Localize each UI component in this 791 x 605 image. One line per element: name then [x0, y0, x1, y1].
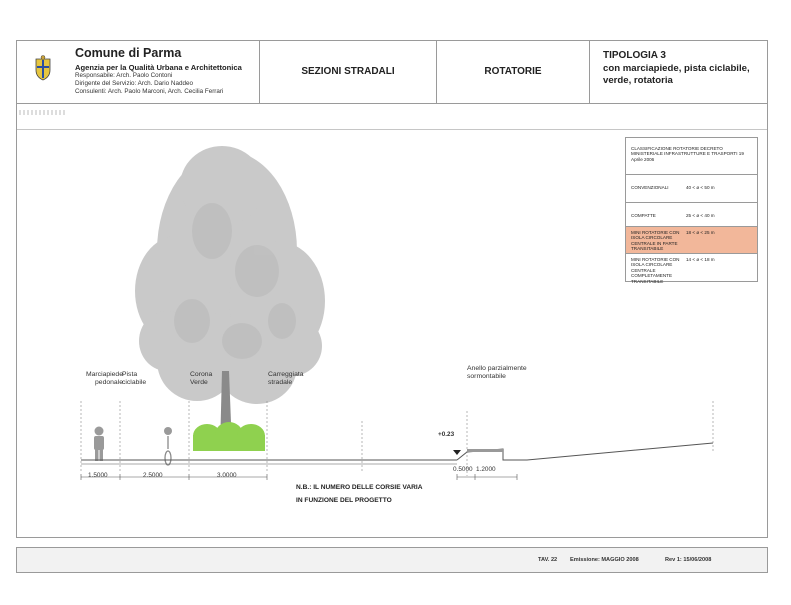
classification-name: CONVENZIONALI [631, 185, 669, 190]
label-pista-ciclabile: Pista ciclabile [122, 371, 147, 386]
hedge-icon [193, 422, 265, 451]
typology-description: con marciapiede, pista ciclabile, verde, rotatoria [603, 63, 750, 86]
footer-emission: Emissione: MAGGIO 2008 [570, 557, 639, 563]
classification-value: 18 < ø < 25 m [686, 230, 715, 235]
category-cell [437, 41, 590, 103]
note-line: IN FUNZIONE DEL PROGETTO [296, 497, 392, 504]
organization-name: Comune di Parma [75, 46, 182, 60]
classification-value: 40 < ø < 50 m [686, 185, 715, 190]
footer-tav: TAV. 22 [538, 557, 558, 563]
dimension-label: 0.5000 [453, 466, 473, 473]
hatch-strip [19, 110, 65, 115]
typology-title: TIPOLOGIA 3 [603, 50, 666, 61]
cyclist-icon [164, 427, 172, 465]
city-crest-icon [34, 55, 52, 81]
typology-cell [590, 41, 767, 103]
classification-name: COMPATTE [631, 213, 656, 218]
drawing-sheet [16, 40, 768, 538]
section-cell [260, 41, 437, 103]
label-corona-verde: Corona Verde [190, 371, 213, 386]
tree-icon [135, 146, 325, 449]
classification-name: MINI ROTATORIE CON ISOLA CIRCOLARE CENTRALE IN PARTE TRANSITABILE [631, 230, 680, 252]
dimension-label: 2.5000 [143, 472, 163, 479]
dimension-label: 1.2000 [476, 466, 496, 473]
title-block [17, 41, 767, 104]
label-marciapiede: Marciapiede pedonale [85, 371, 123, 386]
agency-name: Agenzia per la Qualità Urbana e Architettonica [75, 63, 242, 72]
classification-value: 14 < ø < 18 m [686, 257, 715, 262]
road-section-drawing [17, 131, 767, 531]
classification-title: CLASSIFICAZIONE ROTATORIE DECRETO MINISTERIALE INFRASTRUTTURE E TRASPORTI 19 Aprile 2006 [631, 146, 744, 162]
footer-bar [16, 547, 768, 573]
elevation-marker-icon [453, 450, 461, 455]
category-title: ROTATORIE [484, 66, 542, 77]
staff-line: Responsabile: Arch. Paolo Contoni [75, 72, 173, 79]
dimension-label: 3.0000 [217, 472, 237, 479]
dimension-label: 1.5000 [88, 472, 108, 479]
classification-name: MINI ROTATORIE CON ISOLA CIRCOLARE CENTRALE COMPLETAMENTE TRANSITABILE [631, 257, 680, 284]
pedestrian-icon [94, 427, 104, 462]
label-carreggiata: Carreggiata stradale [268, 371, 304, 386]
classification-value: 25 < ø < 40 m [686, 213, 715, 218]
organization-cell [17, 41, 260, 103]
curb-hatch [467, 449, 503, 452]
divider [17, 129, 767, 130]
label-anello: Anello parzialmente sormontabile [467, 365, 527, 380]
footer-revision: Rev 1: 15/06/2008 [665, 557, 712, 563]
staff-line: Dirigente del Servizio: Arch. Dario Naddeo [75, 80, 193, 87]
section-title: SEZIONI STRADALI [301, 66, 395, 77]
note-line: N.B.: IL NUMERO DELLE CORSIE VARIA [296, 484, 423, 491]
staff-line: Consulenti: Arch. Paolo Marconi, Arch. Cecilia Ferrari [75, 88, 224, 95]
elevation-label: +0.23 [438, 431, 455, 438]
